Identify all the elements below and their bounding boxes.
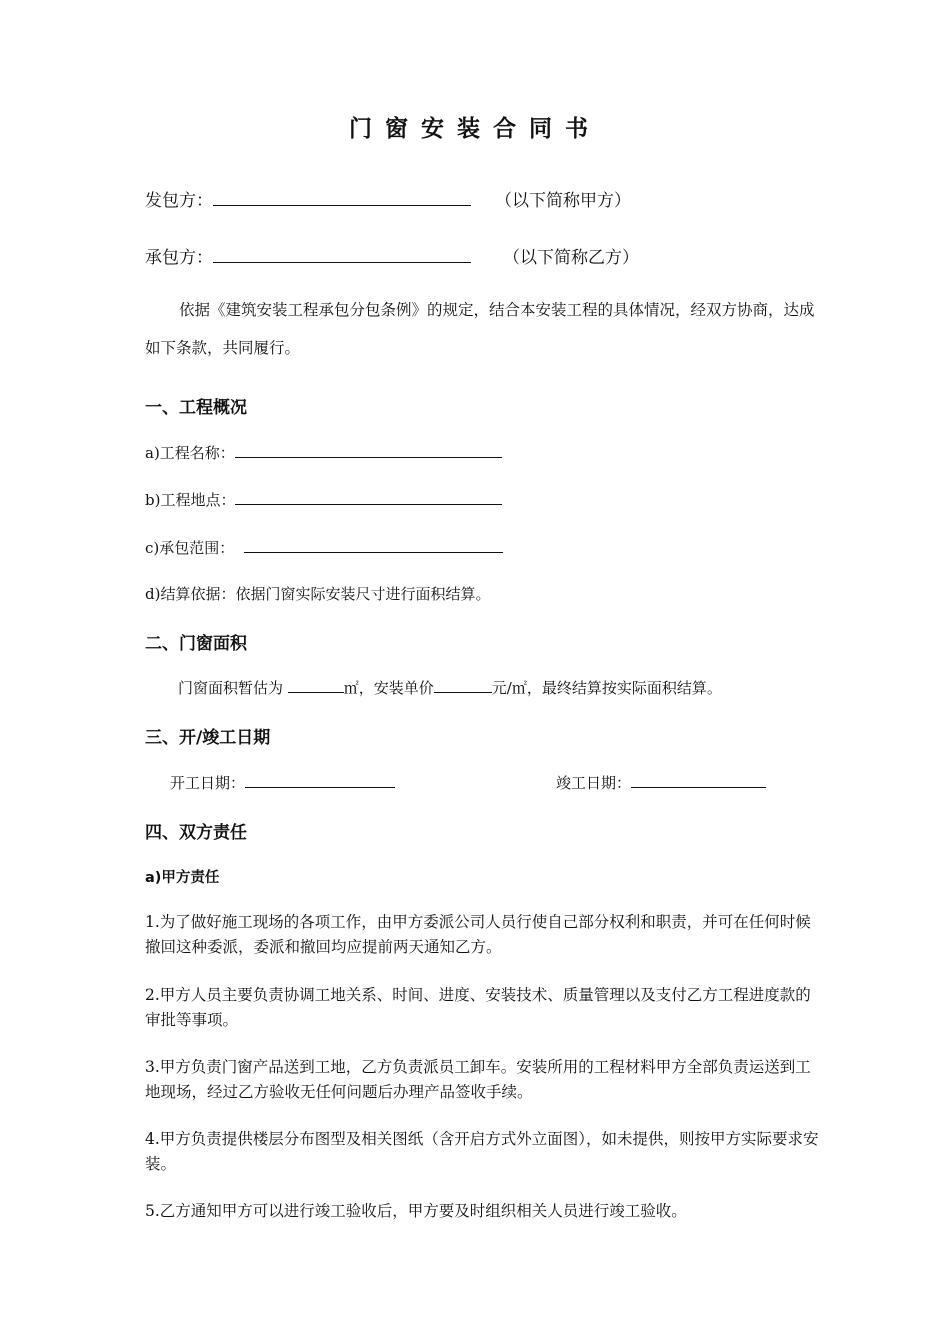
employer-label: 发包方：	[145, 191, 213, 211]
start-date-blank	[245, 786, 395, 788]
party-a-duties-heading: a)甲方责任	[145, 870, 220, 886]
contractor-label: 承包方：	[145, 248, 213, 268]
project-location-blank	[235, 503, 502, 505]
project-name-row	[145, 442, 502, 463]
end-date-blank	[631, 786, 766, 788]
contract-scope-row	[145, 537, 503, 558]
contract-scope-blank	[244, 551, 503, 553]
employer-blank	[213, 204, 471, 206]
employer-row	[145, 186, 471, 211]
intro-paragraph: 依据《建筑安装工程承包分包条例》的规定，结合本安装工程的具体情况，经双方协商，达成如下条款，共同履行。	[145, 301, 815, 357]
settlement-basis: d)结算依据：依据门窗实际安装尺寸进行面积结算。	[145, 585, 491, 603]
end-date-row	[556, 772, 766, 793]
project-location-row	[145, 489, 502, 510]
area-text-2: ㎡，安装单价	[343, 679, 434, 697]
duty-item-1: 1.为了做好施工现场的各项工作，由甲方委派公司人员行使自己部分权利和职责，并可在任何时候撤回这种委派，委派和撤回均应提前两天通知乙方。	[145, 913, 811, 956]
area-text-1: 门窗面积暂估为	[178, 679, 288, 697]
price-blank	[434, 691, 492, 693]
section1-heading: 一、工程概况	[145, 398, 247, 418]
duty-item-4: 4.甲方负责提供楼层分布图型及相关图纸（含开启方式外立面图），如未提供，则按甲方实际要求安装。	[145, 1130, 819, 1173]
duty-item-3: 3.甲方负责门窗产品送到工地，乙方负责派员工卸车。安装所用的工程材料甲方全部负责运送到工地现场，经过乙方验收无任何问题后办理产品签收手续。	[145, 1058, 811, 1101]
document-title: 门窗安装合同书	[349, 116, 601, 142]
contractor-note: （以下简称乙方）	[503, 248, 639, 268]
start-date-label: 开工日期：	[170, 774, 246, 792]
area-text-3: 元/㎡，最终结算按实际面积结算。	[491, 679, 722, 697]
section2-heading: 二、门窗面积	[145, 634, 247, 654]
duty-item-5: 5.乙方通知甲方可以进行竣工验收后，甲方要及时组织相关人员进行竣工验收。	[145, 1202, 687, 1220]
area-blank	[288, 691, 344, 693]
section4-heading: 四、双方责任	[145, 823, 247, 843]
project-name-blank	[235, 456, 502, 458]
project-location-label: b)工程地点：	[145, 491, 236, 509]
employer-note: （以下简称甲方）	[495, 191, 631, 211]
project-name-label: a)工程名称：	[145, 444, 235, 462]
section3-heading: 三、开/竣工日期	[145, 728, 271, 748]
contract-scope-label: c)承包范围：	[145, 539, 235, 557]
contractor-row	[145, 243, 471, 268]
contractor-blank	[213, 261, 471, 263]
duty-item-2: 2.甲方人员主要负责协调工地关系、时间、进度、安装技术、质量管理以及支付乙方工程进度款的审批等事项。	[145, 986, 811, 1029]
end-date-label: 竣工日期：	[556, 774, 632, 792]
area-row	[178, 677, 722, 698]
start-date-row	[170, 772, 395, 793]
